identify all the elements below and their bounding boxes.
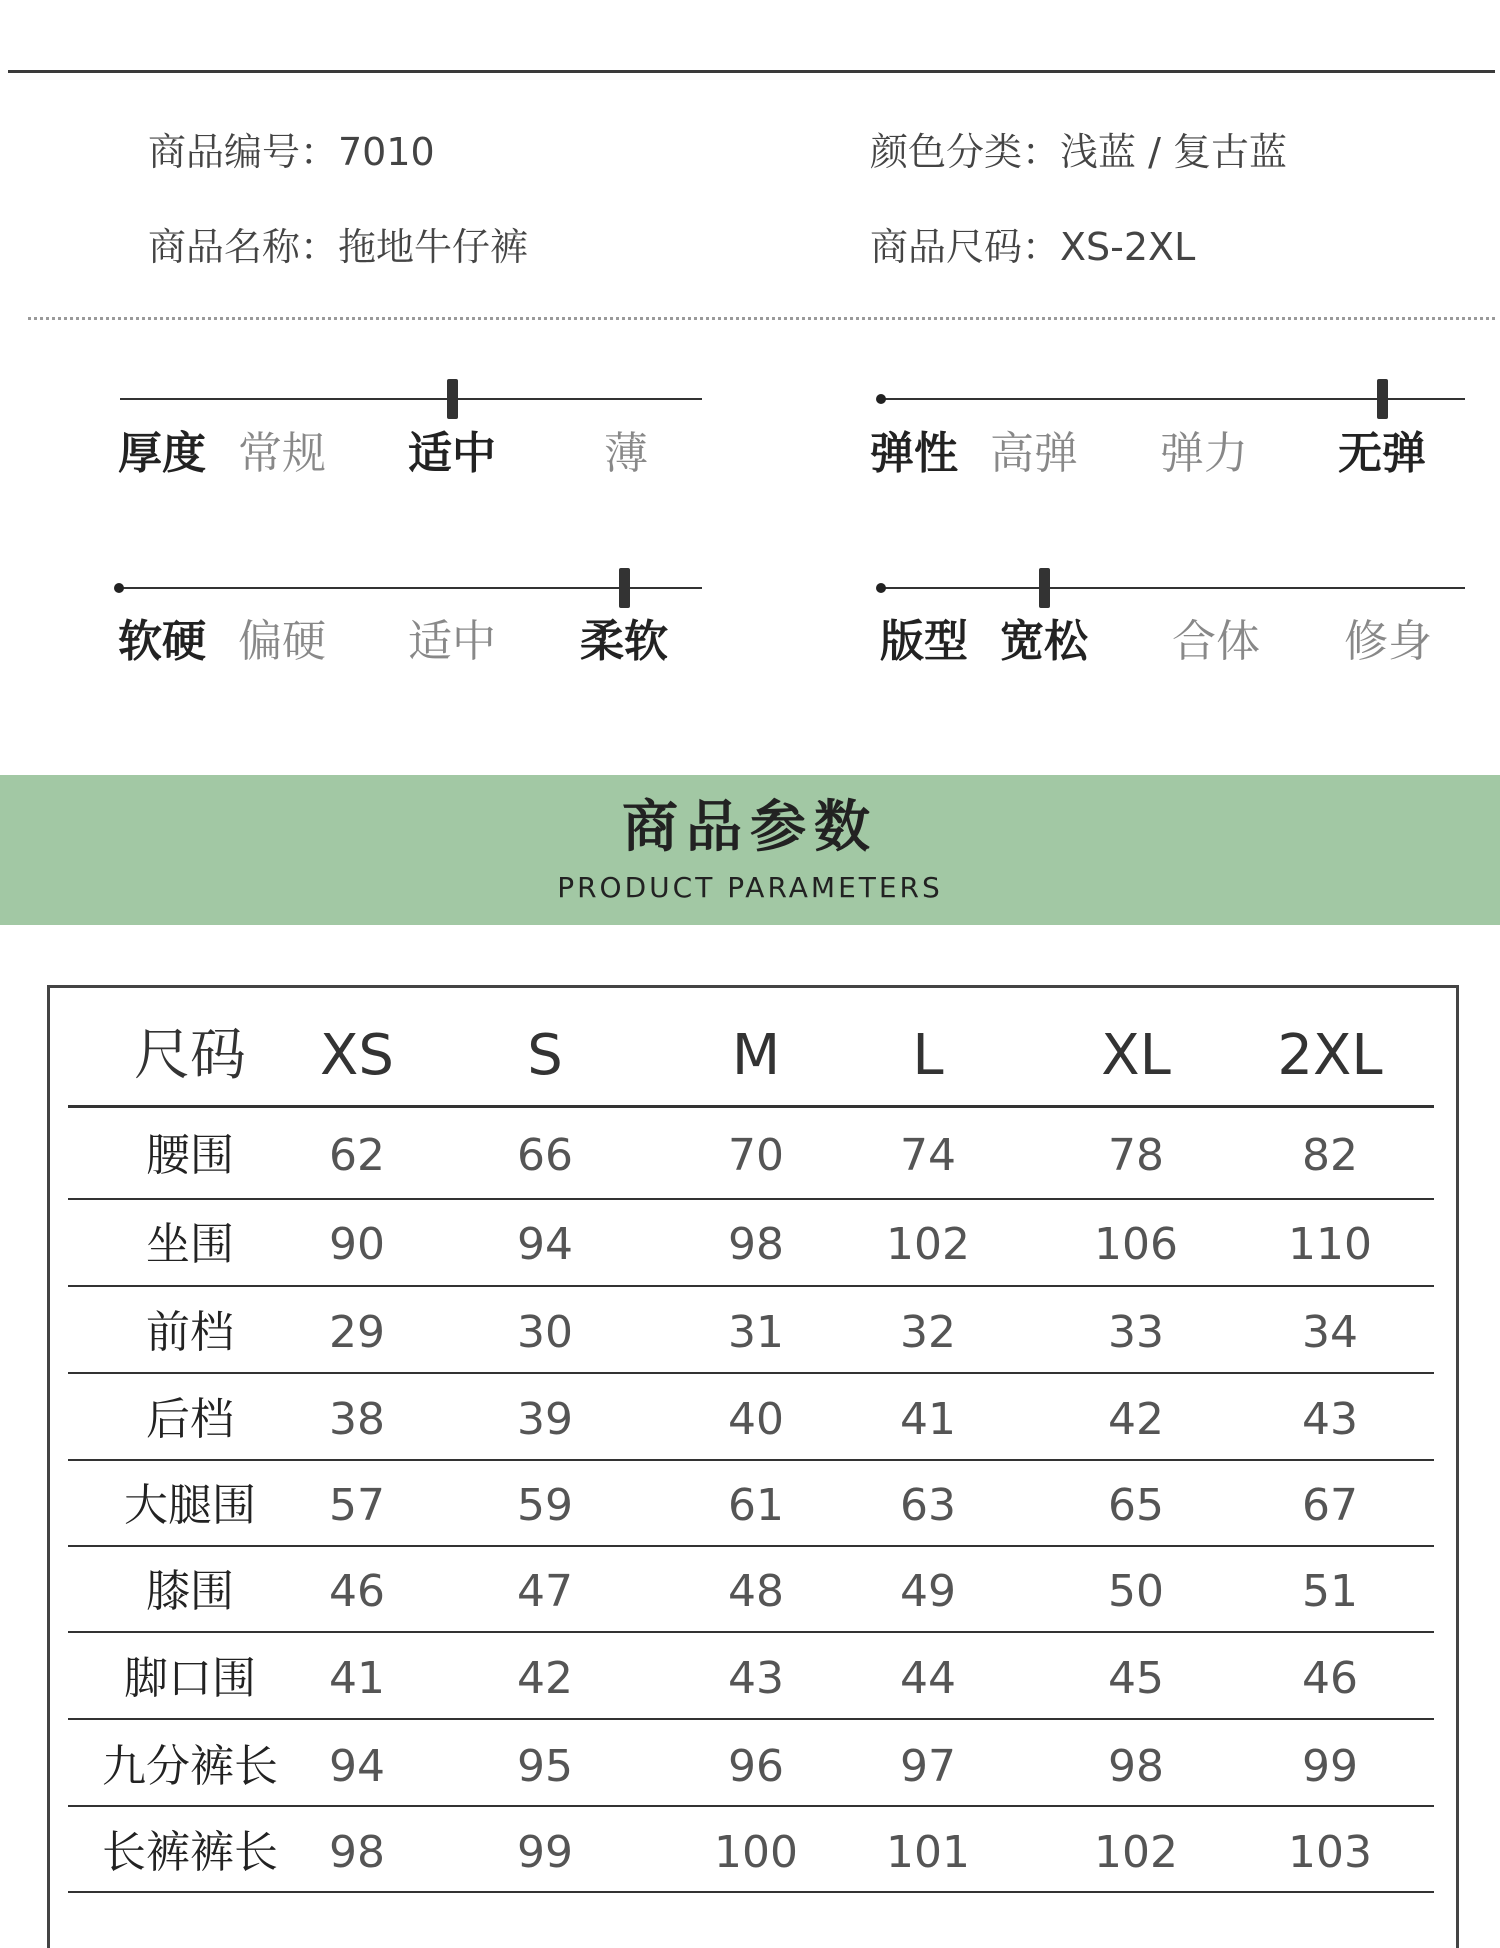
scale-start-dot [114,583,124,593]
table-cell: 102 [886,1219,970,1270]
table-cell: 29 [329,1307,385,1358]
scale-marker [447,379,458,419]
table-row-divider [68,1198,1434,1200]
scale-option: 修身 [1344,616,1432,667]
table-cell: 57 [329,1480,385,1531]
table-header-cell: 2XL [1277,1023,1383,1088]
table-cell: 51 [1302,1566,1358,1617]
table-cell: 47 [517,1566,573,1617]
table-row-divider [68,1459,1434,1461]
table-cell: 102 [1094,1827,1178,1878]
table-cell: 31 [728,1307,784,1358]
scale-option: 合体 [1172,616,1260,667]
product-name: 商品名称：拖地牛仔裤 [148,225,529,269]
table-row-label: 膝围 [146,1566,234,1617]
table-cell: 34 [1302,1307,1358,1358]
table-cell: 110 [1288,1219,1372,1270]
table-cell: 63 [900,1480,956,1531]
scale-marker [1039,568,1050,608]
scale-label: 软硬 [118,616,206,667]
table-cell: 94 [517,1219,573,1270]
top-divider [8,70,1495,73]
scale-marker [619,568,630,608]
table-cell: 42 [1108,1394,1164,1445]
table-header-cell: S [527,1023,563,1088]
table-cell: 61 [728,1480,784,1531]
scale-start-dot [876,583,886,593]
scale-option: 常规 [238,428,326,479]
table-cell: 98 [329,1827,385,1878]
table-cell: 32 [900,1307,956,1358]
table-cell: 78 [1108,1130,1164,1181]
table-cell: 43 [728,1653,784,1704]
scale-option: 柔软 [580,616,668,667]
table-cell: 39 [517,1394,573,1445]
table-cell: 94 [329,1741,385,1792]
table-row-label: 前档 [146,1307,234,1358]
table-cell: 41 [900,1394,956,1445]
table-row-divider [68,1372,1434,1374]
scale-option: 宽松 [1000,616,1088,667]
table-cell: 48 [728,1566,784,1617]
table-cell: 96 [728,1741,784,1792]
table-cell: 66 [517,1130,573,1181]
scale-option: 薄 [604,428,648,479]
table-header-cell: L [912,1023,944,1088]
table-cell: 95 [517,1741,573,1792]
table-cell: 59 [517,1480,573,1531]
table-cell: 98 [1108,1741,1164,1792]
table-cell: 30 [517,1307,573,1358]
section-subtitle: PRODUCT PARAMETERS [557,871,943,904]
table-header-cell: 尺码 [134,1023,246,1088]
table-cell: 97 [900,1741,956,1792]
table-cell: 38 [329,1394,385,1445]
product-code: 商品编号：7010 [148,130,435,174]
table-row-label: 大腿围 [124,1480,256,1531]
table-cell: 46 [1302,1653,1358,1704]
scale-track [120,398,702,400]
scale-start-dot [876,394,886,404]
scale-marker [1377,379,1388,419]
table-cell: 50 [1108,1566,1164,1617]
table-row-divider [68,1805,1434,1807]
scale-option: 弹力 [1160,428,1248,479]
product-color: 颜色分类：浅蓝 / 复古蓝 [870,130,1287,174]
table-row-label: 脚口围 [124,1653,256,1704]
table-cell: 40 [728,1394,784,1445]
scale-label: 版型 [880,616,968,667]
table-cell: 100 [714,1827,798,1878]
table-cell: 101 [886,1827,970,1878]
scale-option: 偏硬 [238,616,326,667]
table-cell: 49 [900,1566,956,1617]
table-row-divider [68,1718,1434,1720]
scale-label: 厚度 [118,428,206,479]
table-header-cell: XL [1101,1023,1171,1088]
scale-label: 弹性 [870,428,958,479]
scale-option: 高弹 [990,428,1078,479]
table-header-cell: M [731,1023,781,1088]
table-cell: 98 [728,1219,784,1270]
section-title: 商品参数 [622,795,878,860]
scale-option: 适中 [408,616,496,667]
dotted-divider [28,317,1495,320]
table-cell: 70 [728,1130,784,1181]
table-cell: 45 [1108,1653,1164,1704]
product-size: 商品尺码：XS-2XL [870,225,1196,269]
table-cell: 67 [1302,1480,1358,1531]
table-row-divider [68,1891,1434,1893]
scale-option: 无弹 [1338,428,1426,479]
scale-option: 适中 [408,428,496,479]
table-cell: 33 [1108,1307,1164,1358]
table-cell: 99 [517,1827,573,1878]
table-cell: 82 [1302,1130,1358,1181]
table-cell: 106 [1094,1219,1178,1270]
table-cell: 99 [1302,1741,1358,1792]
table-row-label: 腰围 [146,1130,234,1181]
table-cell: 43 [1302,1394,1358,1445]
table-row-label: 九分裤长 [102,1741,278,1792]
table-cell: 46 [329,1566,385,1617]
table-cell: 103 [1288,1827,1372,1878]
scale-track [880,587,1465,589]
scale-track [118,587,702,589]
table-cell: 41 [329,1653,385,1704]
table-row-divider [68,1105,1434,1108]
table-row-label: 长裤裤长 [102,1827,278,1878]
table-cell: 62 [329,1130,385,1181]
table-cell: 44 [900,1653,956,1704]
table-cell: 74 [900,1130,956,1181]
table-row-divider [68,1285,1434,1287]
table-row-label: 后档 [146,1394,234,1445]
table-header-cell: XS [320,1023,394,1088]
table-cell: 65 [1108,1480,1164,1531]
table-row-divider [68,1631,1434,1633]
table-cell: 90 [329,1219,385,1270]
table-cell: 42 [517,1653,573,1704]
table-row-label: 坐围 [146,1219,234,1270]
table-row-divider [68,1545,1434,1547]
